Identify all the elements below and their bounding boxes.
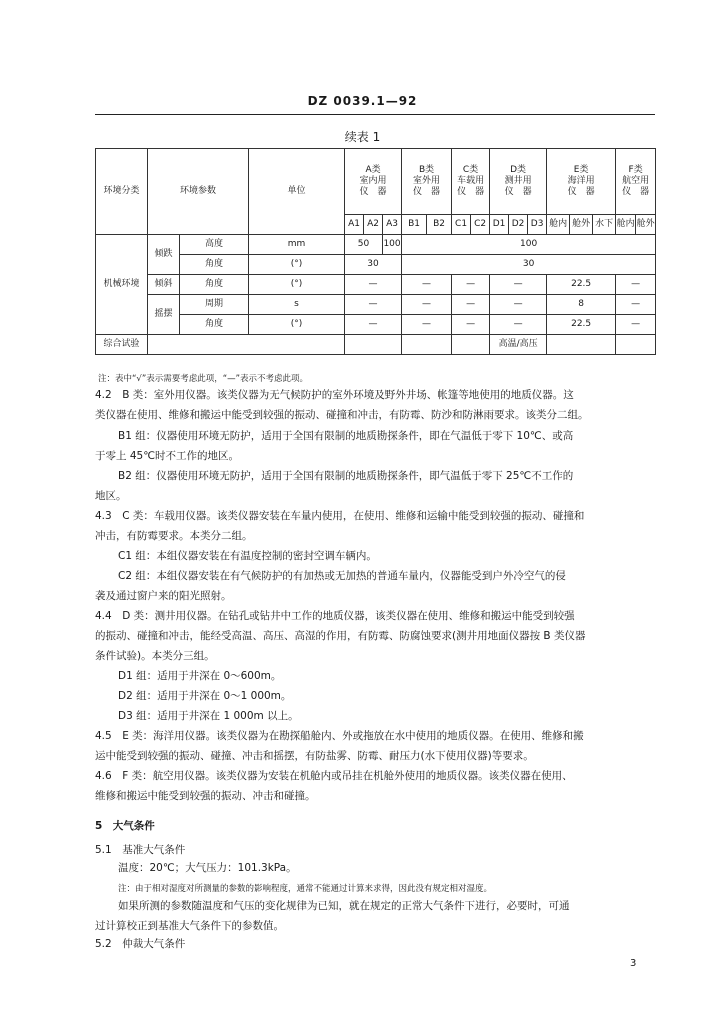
para-4-5-line1: 4.5 E 类：海洋用仪器。该类仪器为在勘探船舱内、外或拖放在水中使用的地质仪器。在使用、维修和搬 xyxy=(95,730,584,742)
sub-c2: C2 xyxy=(471,215,490,235)
sub-e-cabin: 舱内 xyxy=(547,215,570,235)
sway-period-e: 8 xyxy=(547,295,616,315)
section-5-2-heading: 5.2 仲裁大气条件 xyxy=(95,938,186,950)
header-unit: 单位 xyxy=(249,149,345,235)
combined-e xyxy=(547,335,616,355)
para-4-2-line2: 类仪器在使用、维修和搬运中能受到较强的振动、碰撞和冲击，有防霉、防沙和防淋雨要求。该类分二组。 xyxy=(95,409,589,421)
fall-angle-a: 30 xyxy=(345,255,402,275)
tilt-d: — xyxy=(490,275,547,295)
tilt-unit: (°) xyxy=(249,275,345,295)
para-4-6-line2: 维修和搬运中能受到较强的振动、冲击和碰撞。 xyxy=(95,790,316,802)
sub-a3: A3 xyxy=(383,215,402,235)
tilt-e: 22.5 xyxy=(547,275,616,295)
sway-angle-f: — xyxy=(616,315,656,335)
para-4-4-line1: 4.4 D 类：测井用仪器。在钻孔或钻井中工作的地质仪器，该类仪器在使用、维修和搬运中能受到较强 xyxy=(95,610,575,622)
combined-a xyxy=(345,335,402,355)
table-title: 续表 1 xyxy=(344,130,381,144)
para-b2-line1: B2 组：仪器使用环境无防护，适用于全国有限制的地质勘探条件，即气温低于零下 25℃不工作的 xyxy=(118,470,574,482)
combined-f xyxy=(616,335,656,355)
fall-height-rest: 100 xyxy=(402,235,656,255)
table-row-combined xyxy=(96,335,656,355)
table-row-fall-height xyxy=(96,235,656,255)
para-b1-line2: 于零上 45℃时不工作的地区。 xyxy=(95,450,239,462)
sway-period-c: — xyxy=(452,295,490,315)
fall-angle-rest: 30 xyxy=(402,255,656,275)
para-d2: D2 组：适用于井深在 0～1 000m。 xyxy=(118,690,292,702)
sub-e-underwater: 水下 xyxy=(593,215,616,235)
combined-c xyxy=(452,335,490,355)
combined-d: 高温/高压 xyxy=(490,335,547,355)
table-header-row xyxy=(96,149,656,215)
para-d3: D3 组：适用于井深在 1 000m 以上。 xyxy=(118,710,299,722)
sway-angle-unit: (°) xyxy=(249,315,345,335)
sway-angle-e: 22.5 xyxy=(547,315,616,335)
sub-d1: D1 xyxy=(490,215,509,235)
para-4-3-line2: 冲击，有防霉要求。本类分二组。 xyxy=(95,530,253,542)
combined-b xyxy=(402,335,452,355)
sub-c1: C1 xyxy=(452,215,471,235)
para-d1: D1 组：适用于井深在 0～600m。 xyxy=(118,670,282,682)
fall-angle-unit: (°) xyxy=(249,255,345,275)
header-group-e: E类 海洋用 仪 器 xyxy=(547,149,616,215)
table-row-sway-period xyxy=(96,295,656,315)
section-5-1-heading: 5.1 基准大气条件 xyxy=(95,844,186,856)
header-rule xyxy=(95,114,655,115)
sway-angle-b: — xyxy=(402,315,452,335)
combined-param-blank xyxy=(148,335,345,355)
para-4-2-line1: 4.2 B 类：室外用仪器。该类仪器为无气候防护的室外环境及野外井场、帐篷等地使用的地质仪器。这 xyxy=(95,389,574,401)
environment-table xyxy=(95,148,656,355)
sway-period-param: 周期 xyxy=(180,295,249,315)
header-group-b: B类 室外用 仪 器 xyxy=(402,149,452,215)
sway-angle-param: 角度 xyxy=(180,315,249,335)
section-5-1-note: 注：由于相对湿度对所测量的参数的影响程度，通常不能通过计算来求得，因此没有规定相对湿度。 xyxy=(118,884,493,894)
sub-e-outside: 舱外 xyxy=(570,215,593,235)
sway-period-f: — xyxy=(616,295,656,315)
para-b1-line1: B1 组：仪器使用环境无防护，适用于全国有限制的地质勘探条件，即在气温低于零下 10℃、或高 xyxy=(118,430,574,442)
header-env-param: 环境参数 xyxy=(148,149,249,235)
tilt-f: — xyxy=(616,275,656,295)
section-5-heading: 5 大气条件 xyxy=(95,820,155,832)
sway-label: 摇摆 xyxy=(148,295,180,335)
para-c2-line1: C2 组：本组仪器安装在有气候防护的有加热或无加热的普通车量内，仪器能受到户外冷空气的侵 xyxy=(118,570,566,582)
tilt-param: 角度 xyxy=(180,275,249,295)
document-code-header: DZ 0039.1—92 xyxy=(307,94,418,108)
fall-height-a: 50 xyxy=(345,235,383,255)
para-4-4-line2: 的振动、碰撞和冲击，能经受高温、高压、高湿的作用，有防霉、防腐蚀要求(测井用地面仪器按 B 类仪器 xyxy=(95,630,586,642)
sub-a1: A1 xyxy=(345,215,364,235)
header-group-c: C类 车载用 仪 器 xyxy=(452,149,490,215)
table-note: 注：表中“√”表示需要考虑此项，“—”表示不考虑此项。 xyxy=(98,374,309,384)
sway-period-d: — xyxy=(490,295,547,315)
fall-height-a3: 100 xyxy=(383,235,402,255)
fall-height-param: 高度 xyxy=(180,235,249,255)
fall-angle-param: 角度 xyxy=(180,255,249,275)
section-5-1-para-line1: 如果所测的参数随温度和气压的变化规律为已知，就在规定的正常大气条件下进行，必要时，可通 xyxy=(118,900,570,912)
para-4-6-line1: 4.6 F 类：航空用仪器。该类仪器为安装在机舱内或吊挂在机舱外使用的地质仪器。该类仪器在使用、 xyxy=(95,770,573,782)
sway-angle-c: — xyxy=(452,315,490,335)
header-group-d: D类 测井用 仪 器 xyxy=(490,149,547,215)
sway-period-b: — xyxy=(402,295,452,315)
para-4-5-line2: 运中能受到较强的振动、碰撞、冲击和摇摆，有防盐雾、防霉、耐压力(水下使用仪器)等要求。 xyxy=(95,750,534,762)
fall-label: 倾跌 xyxy=(148,235,180,275)
sub-b2: B2 xyxy=(427,215,452,235)
para-c1: C1 组：本组仪器安装在有温度控制的密封空调车辆内。 xyxy=(118,550,377,562)
sway-angle-a: — xyxy=(345,315,402,335)
sub-d2: D2 xyxy=(509,215,528,235)
sub-b1: B1 xyxy=(402,215,427,235)
tilt-c: — xyxy=(452,275,490,295)
table-row-fall-angle xyxy=(96,255,656,275)
sub-f-outside: 舱外 xyxy=(636,215,656,235)
sub-d3: D3 xyxy=(528,215,547,235)
page-number: 3 xyxy=(630,958,637,969)
sway-period-a: — xyxy=(345,295,402,315)
section-5-1-para-line2: 过计算校正到基准大气条件下的参数值。 xyxy=(95,920,284,932)
table-row-tilt xyxy=(96,275,656,295)
header-group-f: F类 航空用 仪 器 xyxy=(616,149,656,215)
combined-label: 综合试验 xyxy=(96,335,148,355)
table-row-sway-angle xyxy=(96,315,656,335)
fall-height-unit: mm xyxy=(249,235,345,255)
para-4-3-line1: 4.3 C 类：车载用仪器。该类仪器安装在车量内使用，在使用、维修和运输中能受到较强的振动、碰撞和 xyxy=(95,510,585,522)
tilt-b: — xyxy=(402,275,452,295)
header-env-class: 环境分类 xyxy=(96,149,148,235)
para-b2-line2: 地区。 xyxy=(95,490,127,502)
header-group-a: A类 室内用 仪 器 xyxy=(345,149,402,215)
sway-period-unit: s xyxy=(249,295,345,315)
para-4-4-line3: 条件试验)。本类分三组。 xyxy=(95,650,215,662)
sway-angle-d: — xyxy=(490,315,547,335)
sub-a2: A2 xyxy=(364,215,383,235)
tilt-label: 倾斜 xyxy=(148,275,180,295)
mech-env-label: 机械环境 xyxy=(96,235,148,335)
tilt-a: — xyxy=(345,275,402,295)
section-5-1-values: 温度：20℃；大气压力：101.3kPa。 xyxy=(118,862,297,874)
sub-f-cabin: 舱内 xyxy=(616,215,636,235)
para-c2-line2: 袭及通过窗户来的阳光照射。 xyxy=(95,590,232,602)
